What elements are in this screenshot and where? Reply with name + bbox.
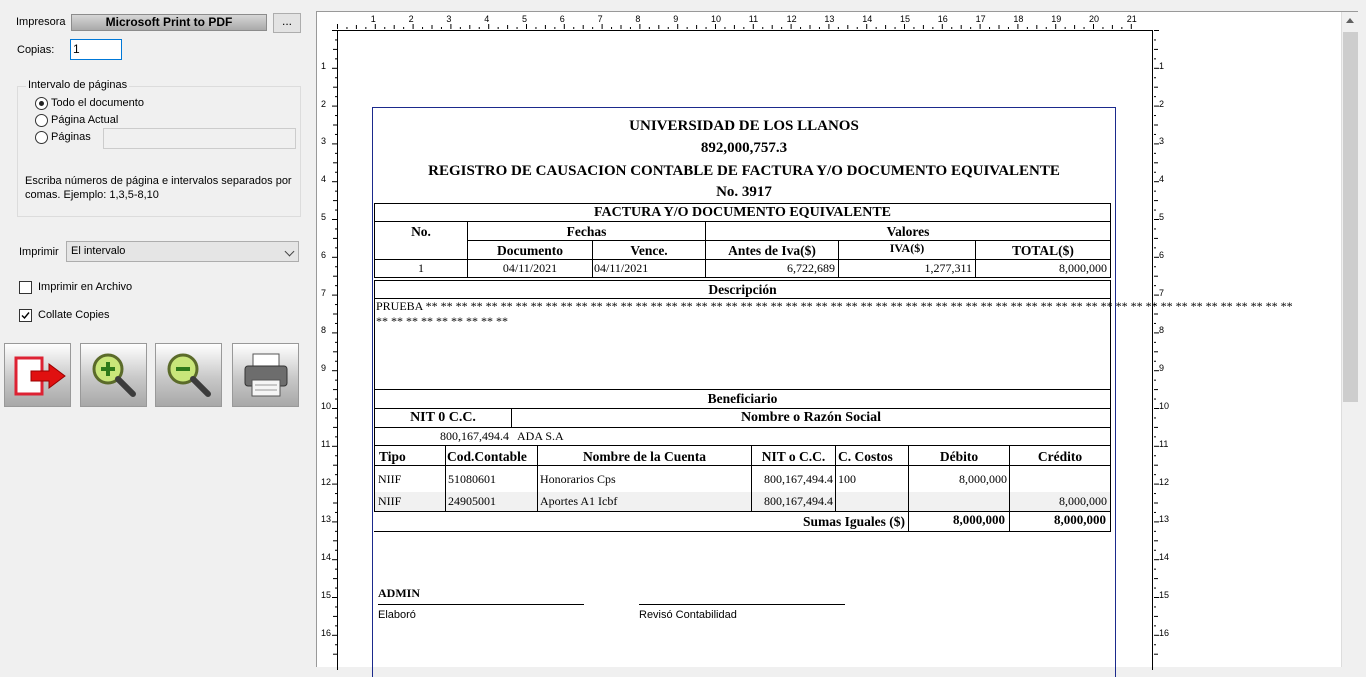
col-vence bbox=[592, 240, 706, 260]
ruler-left-label: 1 bbox=[321, 60, 327, 71]
ruler-right-label: 1 bbox=[1159, 60, 1165, 71]
page-range-help: Escriba números de página e intervalos separados por comas. Ejemplo: 1,3,5-8,10 bbox=[25, 175, 292, 201]
beneficiario-nit: 800,167,494.4 bbox=[374, 427, 512, 446]
ruler-right-label: 6 bbox=[1159, 249, 1165, 260]
document-number: No. 3917 bbox=[716, 184, 772, 200]
ruler-left-label: 3 bbox=[321, 136, 327, 147]
print-to-file-label: Imprimir en Archivo bbox=[38, 281, 133, 293]
page-range-title: Intervalo de páginas bbox=[28, 79, 128, 91]
col-antes-iva-label: Antes de Iva($) bbox=[728, 243, 816, 258]
ruler-left-label: 7 bbox=[321, 287, 327, 298]
ruler-left-label: 16 bbox=[321, 627, 332, 638]
collate-checkbox[interactable] bbox=[19, 309, 32, 322]
ruler-left-label: 2 bbox=[321, 98, 327, 109]
col-no bbox=[374, 221, 468, 260]
ruler-top-label: 21 bbox=[1126, 14, 1137, 24]
acc-row-1-tipo: NIIF bbox=[378, 472, 402, 486]
print-settings-panel bbox=[0, 0, 310, 667]
col-documento bbox=[467, 240, 593, 260]
ruler-top-label: 17 bbox=[975, 14, 986, 24]
ruler-right-label: 8 bbox=[1159, 325, 1165, 336]
col-total-label: TOTAL($) bbox=[1012, 243, 1074, 258]
ruler-right-label: 15 bbox=[1159, 590, 1170, 600]
ruler-top-label: 9 bbox=[673, 14, 679, 24]
ruler-left-label: 13 bbox=[321, 514, 332, 525]
ruler-right-label: 7 bbox=[1159, 287, 1165, 298]
acc-row-2-credito: 8,000,000 bbox=[1059, 494, 1107, 508]
ruler-top-label: 10 bbox=[711, 14, 722, 24]
ruler-top-label: 20 bbox=[1089, 14, 1100, 24]
exit-icon bbox=[5, 344, 72, 408]
ruler-top-label: 13 bbox=[824, 14, 835, 24]
row-total: 8,000,000 bbox=[975, 259, 1111, 278]
col-iva bbox=[838, 240, 976, 260]
acc-row-1-nit: 800,167,494.4 bbox=[764, 472, 833, 486]
university-title: UNIVERSIDAD DE LOS LLANOS bbox=[629, 118, 859, 134]
ruler-right-label: 3 bbox=[1159, 136, 1165, 147]
printer-icon bbox=[233, 344, 300, 408]
col-nit-cc bbox=[374, 408, 512, 428]
col-nombre-label: Nombre o Razón Social bbox=[740, 410, 882, 425]
ruler-right-label: 9 bbox=[1159, 363, 1165, 374]
col-fechas-label: Fechas bbox=[566, 224, 607, 239]
print-to-file-checkbox[interactable] bbox=[19, 281, 32, 294]
sumas-label: Sumas Iguales ($) bbox=[802, 514, 905, 529]
reviso-signature-line bbox=[639, 604, 845, 605]
row-antes-iva: 6,722,689 bbox=[705, 259, 839, 278]
descripcion-line-2: ** ** ** ** ** ** ** ** ** bbox=[376, 314, 508, 328]
acc-header-costos: C. Costos bbox=[838, 449, 893, 464]
col-iva-label: IVA($) bbox=[889, 241, 925, 255]
acc-header-credito: Crédito bbox=[1037, 449, 1083, 464]
radio-pages[interactable] bbox=[35, 131, 48, 144]
ruler-right-label: 16 bbox=[1159, 627, 1170, 638]
radio-all-label: Todo el documento bbox=[51, 97, 144, 109]
acc-row-1-cod: 51080601 bbox=[448, 472, 496, 486]
col-total bbox=[975, 240, 1111, 260]
ruler-right-label: 13 bbox=[1159, 514, 1170, 525]
printer-browse-button[interactable]: ... bbox=[273, 13, 301, 33]
acc-header-tipo: Tipo bbox=[379, 449, 406, 464]
ruler-top-label: 7 bbox=[597, 14, 603, 24]
descripcion-line-1: PRUEBA ** ** ** ** ** ** ** ** ** ** ** ** ** ** ** ** ** ** ** ** ** ** ** ** ** ** ** ** ** ** ** ** ** ** ** ** ** ** ** ** ** ** ** ** ** ** ** ** ** ** ** ** ** ** ** ** ** ** bbox=[376, 299, 1293, 313]
ruler-top-label: 15 bbox=[900, 14, 911, 24]
reviso-label: Revisó Contabilidad bbox=[639, 609, 737, 621]
scroll-up-icon[interactable] bbox=[1346, 18, 1354, 23]
printer-label: Impresora bbox=[16, 16, 66, 28]
col-antes-iva bbox=[705, 240, 839, 260]
ruler-left-label: 15 bbox=[321, 590, 332, 600]
accounts-header-divider bbox=[374, 465, 1111, 466]
col-divider-4 bbox=[835, 446, 836, 512]
invoice-section-header bbox=[374, 203, 1111, 222]
col-fechas bbox=[467, 221, 706, 241]
ruler-left-label: 11 bbox=[321, 438, 331, 449]
print-range-select[interactable] bbox=[66, 241, 299, 262]
col-nit-cc-label: NIT 0 C.C. bbox=[410, 410, 476, 425]
row-iva: 1,277,311 bbox=[838, 259, 976, 278]
col-valores-label: Valores bbox=[886, 224, 930, 239]
ruler-right-label: 11 bbox=[1159, 438, 1169, 449]
col-nombre bbox=[511, 408, 1111, 428]
ruler-right-label: 14 bbox=[1159, 552, 1170, 563]
ruler-top-label: 1 bbox=[370, 14, 376, 24]
col-vence-label: Vence. bbox=[630, 243, 668, 258]
zoom-out-button[interactable] bbox=[155, 343, 222, 407]
elaboro-signature-line bbox=[378, 604, 584, 605]
col-valores bbox=[705, 221, 1111, 241]
acc-row-1-costos: 100 bbox=[838, 472, 856, 486]
copies-input[interactable]: 1 bbox=[70, 39, 122, 60]
acc-header-nombre: Nombre de la Cuenta bbox=[582, 449, 707, 464]
col-no-label: No. bbox=[411, 224, 431, 239]
invoice-section-title: FACTURA Y/O DOCUMENTO EQUIVALENTE bbox=[593, 205, 892, 220]
acc-row-2-cod: 24905001 bbox=[448, 494, 496, 508]
ruler-left-label: 5 bbox=[321, 212, 327, 222]
descripcion-body bbox=[374, 298, 1293, 390]
radio-current-page[interactable] bbox=[35, 114, 48, 127]
acc-row-2-nit: 800,167,494.4 bbox=[764, 494, 833, 508]
ruler-left-label: 8 bbox=[321, 325, 327, 336]
ruler-top-label: 3 bbox=[446, 14, 452, 24]
vertical-scrollbar[interactable] bbox=[1341, 12, 1358, 667]
radio-all-document[interactable] bbox=[35, 97, 48, 110]
row-no: 1 bbox=[374, 259, 468, 278]
print-range-value: El intervalo bbox=[71, 245, 126, 257]
chevron-down-icon bbox=[285, 247, 295, 257]
ruler-top-label: 11 bbox=[748, 14, 759, 24]
acc-header-debito: Débito bbox=[939, 449, 979, 464]
collate-label: Collate Copies bbox=[38, 309, 110, 321]
sumas-credito-cell bbox=[1009, 511, 1111, 532]
ruler-top-label: 2 bbox=[408, 14, 414, 24]
zoom-in-icon bbox=[81, 344, 148, 408]
scrollbar-thumb[interactable] bbox=[1343, 32, 1358, 402]
ruler-left-label: 9 bbox=[321, 363, 327, 374]
sumas-debito: 8,000,000 bbox=[953, 512, 1005, 527]
printer-name-field[interactable]: Microsoft Print to PDF bbox=[71, 14, 267, 31]
print-button[interactable] bbox=[232, 343, 299, 407]
ruler-right-label: 5 bbox=[1159, 212, 1165, 222]
sumas-credito: 8,000,000 bbox=[1054, 512, 1106, 527]
descripcion-title: Descripción bbox=[708, 282, 777, 297]
ruler-top-label: 19 bbox=[1051, 14, 1062, 24]
beneficiario-title: Beneficiario bbox=[707, 391, 778, 406]
ruler-top-label: 4 bbox=[484, 14, 490, 24]
university-nit: 892,000,757.3 bbox=[700, 140, 788, 156]
zoom-in-button[interactable] bbox=[80, 343, 147, 407]
ruler-left-label: 10 bbox=[321, 401, 332, 411]
radio-current-label: Página Actual bbox=[51, 114, 119, 126]
ruler-left-label: 12 bbox=[321, 476, 332, 487]
acc-header-cod: Cod.Contable bbox=[447, 449, 527, 464]
acc-row-1-debito: 8,000,000 bbox=[959, 472, 1007, 486]
ruler-top-label: 16 bbox=[937, 14, 948, 24]
ruler-left-label: 14 bbox=[321, 552, 332, 563]
ruler-right-label: 10 bbox=[1159, 401, 1170, 411]
zoom-out-icon bbox=[156, 344, 223, 408]
ruler-left-label: 6 bbox=[321, 249, 327, 260]
col-divider-1 bbox=[445, 446, 446, 512]
radio-pages-label: Páginas bbox=[51, 131, 91, 143]
sumas-debito-cell bbox=[908, 511, 1010, 532]
acc-row-2-tipo: NIIF bbox=[378, 494, 402, 508]
ruler-right-label: 12 bbox=[1159, 476, 1170, 487]
ruler-top-label: 14 bbox=[862, 14, 873, 24]
ruler-left-label: 4 bbox=[321, 174, 327, 185]
signer-name: ADMIN bbox=[378, 586, 420, 600]
descripcion-header bbox=[374, 280, 1111, 299]
ruler-top-label: 8 bbox=[635, 14, 641, 24]
document-title: REGISTRO DE CAUSACION CONTABLE DE FACTURA Y/O DOCUMENTO EQUIVALENTE bbox=[428, 163, 1060, 179]
acc-row-2-nombre: Aportes A1 Icbf bbox=[540, 494, 618, 508]
ruler-top-label: 12 bbox=[786, 14, 797, 24]
row-vence: 04/11/2021 bbox=[592, 259, 706, 278]
beneficiario-header bbox=[374, 389, 1111, 409]
checkmark-icon bbox=[20, 310, 31, 321]
ruler-top-label: 5 bbox=[522, 14, 528, 24]
acc-row-1-nombre: Honorarios Cps bbox=[540, 472, 616, 486]
beneficiario-nombre: ADA S.A bbox=[511, 427, 1111, 446]
col-documento-label: Documento bbox=[497, 243, 563, 258]
acc-header-nit: NIT o C.C. bbox=[761, 449, 826, 464]
exit-button[interactable] bbox=[4, 343, 71, 407]
ruler-right-label: 4 bbox=[1159, 174, 1165, 185]
ruler-top-label: 18 bbox=[1013, 14, 1024, 24]
row-documento: 04/11/2021 bbox=[467, 259, 593, 278]
elaboro-label: Elaboró bbox=[378, 609, 416, 621]
ruler-top-label: 6 bbox=[559, 14, 565, 24]
pages-input[interactable] bbox=[103, 128, 296, 149]
print-label: Imprimir bbox=[19, 246, 59, 258]
ruler-right-label: 2 bbox=[1159, 98, 1165, 109]
copies-label: Copias: bbox=[17, 44, 55, 56]
